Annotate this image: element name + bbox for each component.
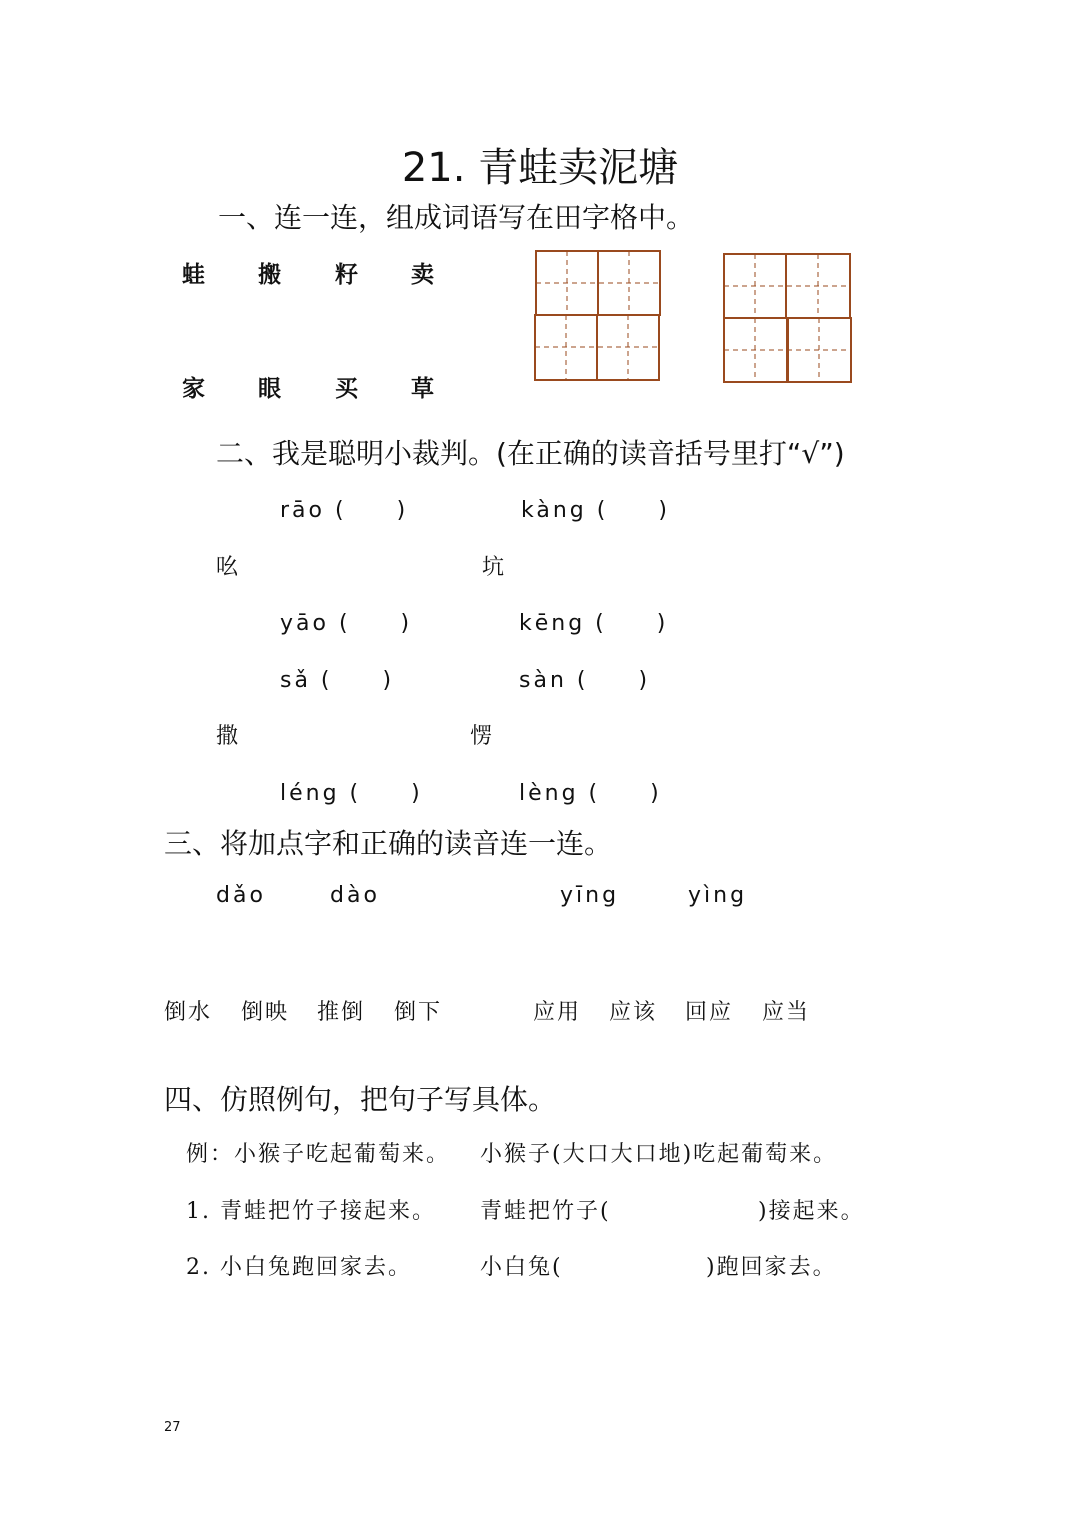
section-1-heading: 一、连一连，组成词语写在田字格中。 [218,201,695,234]
char-bottom-3: 买 [335,375,358,402]
item-2-prefix: 小白兔( [480,1255,563,1280]
char-leng: 愣 [470,724,495,749]
word-daoying: 倒映 [241,1000,290,1025]
char-bottom-2: 眼 [258,375,281,402]
item-1-answer-blank[interactable] [624,1190,754,1220]
example-sentence: 例：小猴子吃起葡萄来。 [186,1142,451,1167]
pinyin-choice-leng2[interactable]: léng ( ) [280,781,423,806]
section-3-heading: 三、将加点字和正确的读音连一连。 [164,827,613,860]
word-yingyong: 应用 [533,1000,582,1025]
tianzige-grid-right[interactable] [722,252,854,384]
pinyin-choice-sa[interactable]: sǎ ( ) [280,668,395,693]
item-1-suffix: )接起来。 [758,1199,865,1224]
section-4-heading: 四、仿照例句，把句子写具体。 [164,1083,557,1116]
char-sa: 撒 [216,724,241,749]
char-bottom-4: 草 [411,375,434,402]
char-yao: 吆 [216,555,241,580]
section-2-heading: 二、我是聪明小裁判。(在正确的读音括号里打“√”) [216,437,845,470]
page-number: 27 [164,1420,181,1435]
char-keng: 坑 [482,555,507,580]
pinyin-choice-leng4[interactable]: lèng ( ) [519,781,662,806]
char-top-1: 蛙 [182,261,205,288]
pinyin-choice-yao[interactable]: yāo ( ) [280,611,413,636]
char-bottom-1: 家 [182,375,205,402]
char-top-4: 卖 [411,261,434,288]
word-huiying: 回应 [685,1000,734,1025]
item-1-sentence: 1. 青蛙把竹子接起来。 [186,1199,436,1224]
pinyin-ying1: yīng [560,883,620,908]
char-top-3: 籽 [335,261,358,288]
word-yinggai: 应该 [609,1000,658,1025]
tianzige-grid-left[interactable] [534,250,664,382]
item-2-sentence: 2. 小白兔跑回家去。 [186,1255,412,1280]
item-2-answer-blank[interactable] [574,1246,702,1276]
pinyin-choice-kang4[interactable]: kàng ( ) [521,498,670,523]
word-yingdang: 应当 [762,1000,811,1025]
pinyin-dao3: dǎo [216,883,266,908]
word-daoshui: 倒水 [164,1000,213,1025]
pinyin-ying4: yìng [688,883,748,908]
pinyin-choice-rao[interactable]: rāo ( ) [280,498,409,523]
example-answer: 小猴子(大口大口地)吃起葡萄来。 [480,1142,838,1167]
pinyin-choice-san[interactable]: sàn ( ) [519,668,651,693]
word-daoxia: 倒下 [394,1000,443,1025]
item-1-prefix: 青蛙把竹子( [480,1199,611,1224]
pinyin-choice-keng[interactable]: kēng ( ) [519,611,669,636]
pinyin-dao4: dào [330,883,380,908]
page-title: 21. 青蛙卖泥塘 [401,145,679,191]
char-top-2: 搬 [258,261,281,288]
item-2-suffix: )跑回家去。 [706,1255,837,1280]
word-tuidao: 推倒 [317,1000,366,1025]
